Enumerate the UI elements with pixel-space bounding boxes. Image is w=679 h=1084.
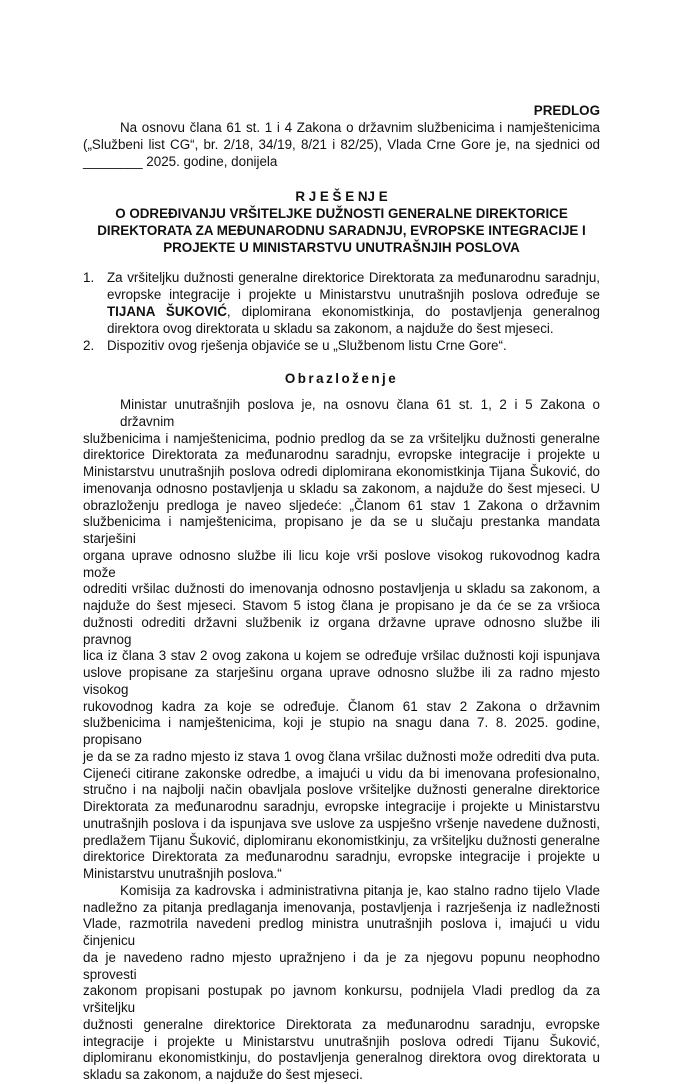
paragraph-line: dužnosti odrediti državni službenik iz organa državne uprave odnosno službe ili pravnog <box>83 614 600 647</box>
paragraph-line: Ministar unutrašnjih poslova je, na osnovu člana 61 st. 1, 2 i 5 Zakona o državnim <box>120 397 600 429</box>
item-line: Dispozitiv ovog rješenja objaviće se u „Službenom listu Crne Gore“. <box>107 338 507 353</box>
appointee-name: TIJANA ŠUKOVIĆ <box>107 304 227 319</box>
paragraph-line: Vlade, razmotrila navedeni predlog ministra unutrašnjih poslova i, imajući u vidu činjenicu <box>83 916 600 948</box>
proposal-label: PREDLOG <box>533 103 600 118</box>
paragraph-line: direktorice Direktorata za međunarodnu saradnju, evropske integracije i projekte u <box>83 447 600 463</box>
reasoning-paragraph <box>83 397 600 883</box>
preamble-line: ________ 2025. godine, donijela <box>83 154 278 169</box>
item-number: 1. <box>83 270 95 285</box>
paragraph-line: uslove propisane za starješinu organa uprave odnosno službe ili za radno mjesto visokog <box>83 665 600 697</box>
decision-items <box>83 269 600 354</box>
paragraph-line: unutrašnjih poslova i da ispunjava sve uslove za uspješno vršenje navedene dužnosti, <box>83 815 600 831</box>
paragraph-line: Komisija za kadrovska i administrativna pitanja je, kao stalno radno tijelo Vlade <box>120 882 600 898</box>
paragraph-line: službenicima i namještenicima, koji je stupio na snagu dana 7. 8. 2025. godine, propisano <box>83 715 600 747</box>
paragraph-line: službenicima i namještenicima, podnio predlog da se za vršiteljku dužnosti generalne <box>83 430 600 446</box>
preamble-line: („Službeni list CG“, br. 2/18, 34/19, 8/21 i 82/25), Vlada Crne Gore je, na sjednici od <box>83 137 600 152</box>
document-page <box>83 102 600 1084</box>
item-text: , diplomirana ekonomistkinja, do postavljenja generalnog <box>226 304 600 319</box>
decision-heading: R J E Š E NJ E <box>295 189 388 204</box>
paragraph-line: najduže do šest mjeseci. Stavom 5 istog člana je propisano je da će se za vršioca <box>83 598 600 613</box>
paragraph-line: skladu sa zakonom, a najduže do šest mjeseci. <box>83 1067 363 1082</box>
preamble-line: Na osnovu člana 61 st. 1 i 4 Zakona o državnim službenicima i namještenicima <box>120 120 600 135</box>
paragraph-line: nadležno za pitanja predlaganja imenovanja, postavljenja i razrješenja iz nadležnosti <box>83 899 600 915</box>
item-number: 2. <box>83 338 95 353</box>
decision-title <box>83 205 600 256</box>
list-item <box>83 269 600 337</box>
paragraph-line: odrediti vršilac dužnosti do imenovanja odnosno postavljenja u skladu sa zakonom, a <box>83 581 600 597</box>
paragraph-line: diplomiranu ekonomistkinju, do postavljenja generalnog direktora ovog direktorata u <box>83 1050 600 1066</box>
item-line: evropske integracije i projekte u Ministarstvu unutrašnjih poslova određuje se <box>107 287 600 302</box>
item-line: Za vršiteljku dužnosti generalne direktorice Direktorata za međunarodnu saradnju, <box>107 270 600 285</box>
paragraph-line: stručno i na najbolji način obavljala poslove vršiteljke dužnosti generalne direktorice <box>83 782 600 798</box>
decision-title-line: O ODREĐIVANJU VRŠITELJKE DUŽNOSTI GENERALNE DIREKTORICE <box>115 206 568 221</box>
item-line <box>107 303 600 320</box>
reasoning-body <box>83 397 600 1084</box>
item-line: direktora ovog direktorata u skladu sa zakonom, a najduže do šest mjeseci. <box>107 321 554 336</box>
paragraph-line: Cijeneći citirane zakonske odredbe, a imajući u vidu da bi imenovana profesionalno, <box>83 765 600 781</box>
paragraph-line: imenovanja odnosno postavljenja u skladu sa zakonom, a najduže do šest mjeseci. U <box>83 480 600 496</box>
paragraph-line: Ministarstvu unutrašnjih poslova.“ <box>83 866 282 881</box>
decision-title-line: DIREKTORATA ZA MEĐUNARODNU SARADNJU, EVROPSKE INTEGRACIJE I <box>97 223 586 238</box>
paragraph-line: zakonom propisani postupak po javnom konkursu, podnijela Vladi predlog da za vršiteljku <box>83 983 600 1015</box>
paragraph-line: je da se za radno mjesto iz stava 1 ovog člana vršilac dužnosti može odrediti dva puta. <box>83 748 600 764</box>
paragraph-line: Ministarstvu unutrašnjih poslova odredi diplomirana ekonomistkinja Tijana Šuković, do <box>83 464 600 479</box>
paragraph-line: integracije i projekte u Ministarstvu unutrašnjih poslova odredi Tijanu Šuković, <box>83 1033 600 1049</box>
preamble <box>83 119 600 170</box>
paragraph-line: rukovodnog kadra za koje se određuje. Članom 61 stav 2 Zakona o državnim <box>83 698 600 714</box>
paragraph-line: predlažem Tijanu Šuković, diplomiranu ekonomistkinju, za vršiteljku dužnosti generalne <box>83 832 600 848</box>
paragraph-line: dužnosti generalne direktorice Direktorata za međunarodnu saradnju, evropske <box>83 1016 600 1032</box>
paragraph-line: organa uprave odnosno službe ili licu koje vrši poslove visokog rukovodnog kadra može <box>83 547 600 580</box>
paragraph-line: obrazloženju predloga je naveo sljedeće: „Članom 61 stav 1 Zakona o državnim <box>83 497 600 513</box>
reasoning-paragraph <box>83 883 600 1084</box>
paragraph-line: Direktorata za međunarodnu saradnju, evropske integracije i projekte u Ministarstvu <box>83 799 600 814</box>
paragraph-line: direktorice Direktorata za međunarodnu saradnju, evropske integracije i projekte u <box>83 849 600 865</box>
list-item <box>83 337 600 354</box>
reasoning-heading: Obrazloženje <box>284 371 399 386</box>
paragraph-line: da je navedeno radno mjesto upražnjeno i da je za njegovu popunu neophodno sprovesti <box>83 949 600 982</box>
paragraph-line: službenicima i namještenicima, propisano je da se u slučaju prestanka mandata starješini <box>83 514 600 546</box>
decision-title-line: PROJEKTE U MINISTARSTVU UNUTRAŠNJIH POSLOVA <box>163 240 520 255</box>
paragraph-line: lica iz člana 3 stav 2 ovog zakona u kojem se određuje vršilac dužnosti koji ispunjava <box>83 648 600 664</box>
